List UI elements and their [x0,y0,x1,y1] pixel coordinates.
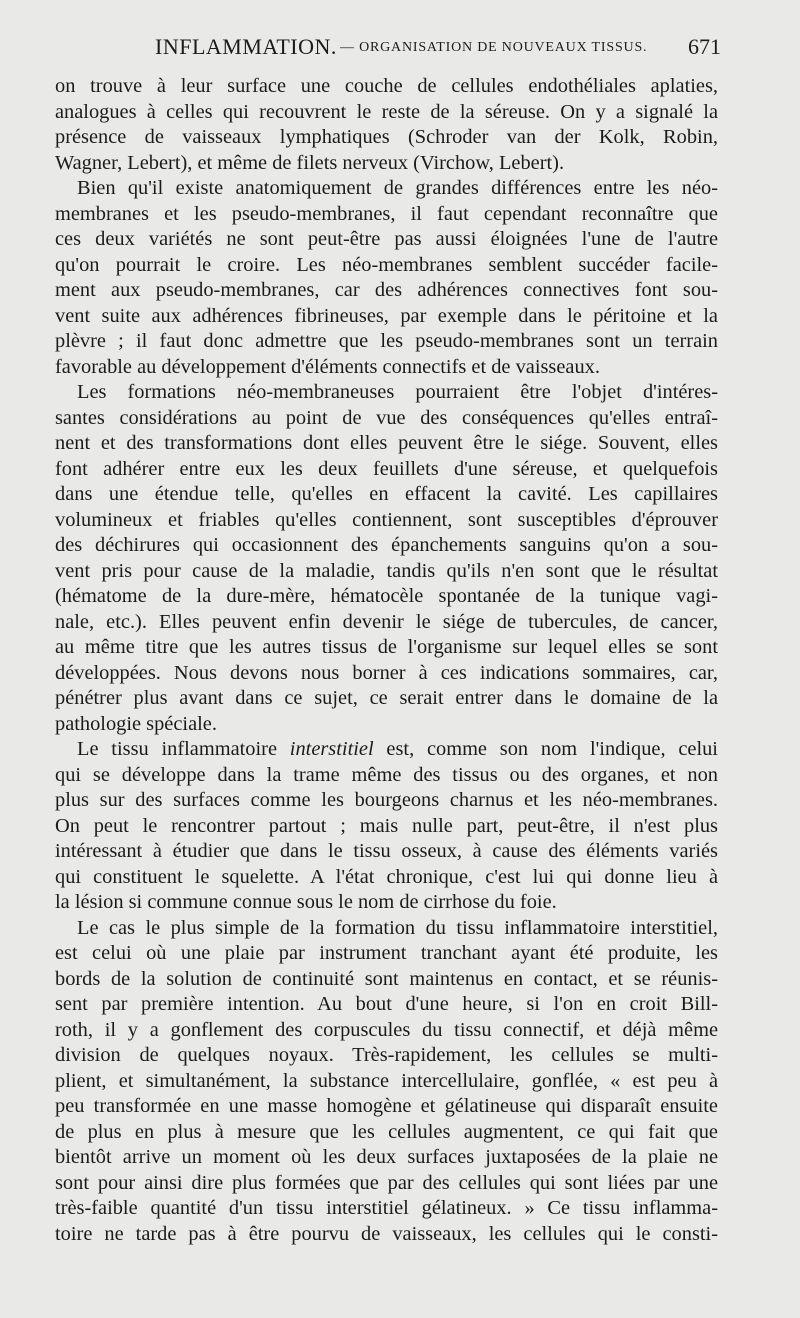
text-line: vent pris pour cause de la maladie, tandis qu'ils n'en sont que le résultat [55,559,718,582]
paragraph-continuation [55,74,718,176]
paragraph-cas-simple [55,916,718,1248]
text-line: des déchirures qui occasionnent des épanchements sanguins qu'on a sou- [55,534,718,556]
text-line: volumineux et friables qu'elles contiennent, sont susceptibles d'éprouver [55,508,718,531]
text-line: développées. Nous devons nous borner à ces indications sommaires, car, [55,661,718,684]
text-line: qu'on pourrait le croire. Les néo-membranes semblent succéder facile- [55,253,718,276]
text-line: nent et des transformations dont elles peuvent être le siége. Souvent, elles [55,432,718,454]
text-line: plèvre ; il faut donc admettre que les pseudo-membranes sont un terrain [55,330,718,352]
text-fragment: Le tissu inflammatoire [77,738,277,760]
running-header [0,30,800,70]
text-line: sont pour ainsi dire plus formées que par des cellules qui sont liées par une [55,1171,718,1194]
text-line: est celui où une plaie par instrument tranchant ayant été produite, les [55,942,718,964]
text-fragment: est, comme son nom l'indique, celui [386,738,718,760]
text-line: pathologie spéciale. [55,712,217,735]
text-line: font adhérer entre eux les deux feuillets d'une séreuse, et quelquefois [55,457,718,480]
text-line: qui se développe dans la trame même des tissus ou des organes, et non [55,763,718,786]
text-line: (hématome de la dure-mère, hématocèle spontanée de la tunique vagi- [55,585,718,607]
page-number: 671 [688,34,721,59]
italic-term: interstitiel [289,738,374,760]
text-line: dans une étendue telle, qu'elles en effacent la cavité. Les capillaires [55,483,718,505]
text-line: ces deux variétés ne sont peut-être pas aussi éloignées l'une de l'autre [55,228,718,250]
text-line: qui constituent le squelette. A l'état chronique, c'est lui qui donne lieu à [55,865,718,888]
text-line: la lésion si commune connue sous le nom de cirrhose du foie. [55,891,557,913]
text-line: division de quelques noyaux. Très-rapidement, les cellules se multi- [55,1044,718,1066]
text-line: bords de la solution de continuité sont maintenus en contact, et se réunis- [55,967,718,990]
text-line: présence de vaisseaux lymphatiques (Schroder van der Kolk, Robin, [55,126,718,148]
paragraph-formations [55,380,718,737]
text-line: analogues à celles qui recouvrent le reste de la séreuse. On y a signalé la [55,100,718,123]
text-line: de plus en plus à mesure que les cellules augmentent, ce qui fait que [55,1120,718,1143]
text-line: intéressant à étudier que dans le tissu osseux, à cause des éléments variés [55,840,718,862]
text-line: au même titre que les autres tissus de l'organisme sur lequel elles se sont [55,636,718,658]
body-text [55,74,718,1247]
text-line [55,737,718,763]
text-line: pénétrer plus avant dans ce sujet, ce serait entrer dans le domaine de la [55,687,718,709]
text-line: Wagner, Lebert), et même de filets nerveux (Virchow, Lebert). [55,151,565,174]
text-line: peu transformée en une masse homogène et gélatineuse qui disparaît ensuite [55,1095,718,1117]
text-line: favorable au développement d'éléments connectifs et de vaisseaux. [55,355,600,378]
text-line: Le cas le plus simple de la formation du tissu inflammatoire interstitiel, [77,916,718,939]
header-title: INFLAMMATION. [155,34,337,59]
text-line: on trouve à leur surface une couche de cellules endothéliales aplaties, [55,75,718,97]
text-line: membranes et les pseudo-membranes, il faut cependant reconnaître que [55,202,718,225]
text-line: plient, et simultanément, la substance intercellulaire, gonflée, « est peu à [55,1069,718,1092]
header-subtitle: — ORGANISATION DE NOUVEAUX TISSUS. [340,40,648,55]
text-line: On peut le rencontrer partout ; mais nulle part, peut-être, il n'est plus [55,814,718,837]
text-line: plus sur des surfaces comme les bourgeons charnus et les néo-membranes. [55,789,718,811]
text-line: santes considérations au point de vue des conséquences qu'elles entraî- [55,406,718,429]
text-line: très-faible quantité d'un tissu interstitiel gélatineux. » Ce tissu inflamma- [55,1197,718,1219]
text-line: bientôt arrive un moment où les deux surfaces juxtaposées de la plaie ne [55,1146,718,1168]
paragraph-neo-membranes [55,176,718,380]
text-line: ment aux pseudo-membranes, car des adhérences connectives font sou- [55,279,718,301]
text-line: vent suite aux adhérences fibrineuses, par exemple dans le péritoine et la [55,304,718,327]
text-line: nale, etc.). Elles peuvent enfin devenir le siége de tubercules, de cancer, [55,610,718,633]
text-line: toire ne tarde pas à être pourvu de vaisseaux, les cellules qui le consti- [55,1222,718,1245]
text-line: Bien qu'il existe anatomiquement de grandes différences entre les néo- [77,177,718,199]
text-line: sent par première intention. Au bout d'une heure, si l'on en croit Bill- [55,993,718,1015]
paragraph-interstitiel [55,737,718,916]
text-line: roth, il y a gonflement des corpuscules du tissu connectif, et déjà même [55,1018,718,1041]
text-line: Les formations néo-membraneuses pourraient être l'objet d'intéres- [77,381,718,403]
